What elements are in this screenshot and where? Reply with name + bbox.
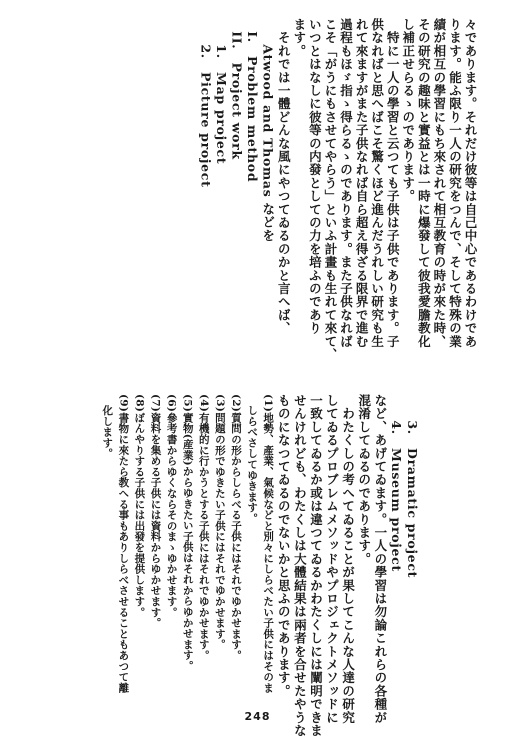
- lower-text-column: 4. Museum project: [388, 394, 404, 572]
- lower-text-column: 一致してゐるか或は違つてゐるかわたくしには闡明できま: [308, 394, 324, 738]
- lower-list-column: (4)有機的に行かうとする子供にはそれでゆかせます。: [197, 394, 210, 661]
- lower-list-column: (6)參考書からゆくならそのまゝゆかせます。: [165, 394, 178, 618]
- lower-text-column: してゐるプロブレムメソッドやプロジェクトメソッドに: [324, 394, 340, 724]
- lower-text-column: ものになつてゐるのでないかと思ふのであります。: [276, 394, 292, 698]
- upper-text-column: ます。: [291, 18, 307, 58]
- upper-text-column: II. Project work: [229, 18, 245, 160]
- lower-list-column: (5)實物(産業)からゆきたい子供はそれからゆかせます。: [181, 394, 194, 672]
- lower-list-column: (9)書物に來たら教へる事もありしらべさせることもあつて離: [117, 394, 130, 693]
- lower-text-column: せんけれども、わたくしは大體結果は兩者を合せたやうな: [292, 394, 308, 738]
- lower-list-column: (8)ぼんやりする子供には出發を提供します。: [133, 394, 146, 618]
- lower-text-column: など、あげてゐます。一人の學習は勿論これらの各種が: [372, 394, 388, 724]
- upper-text-column: 供なればと思へばこそ驚くほど進んだうれしい研究も生: [369, 18, 385, 348]
- upper-text-column: それでは一體どんな風にやつてゐるのかと言へば、: [276, 18, 292, 335]
- upper-text-column: 2. Picture project: [198, 18, 214, 188]
- upper-text-column: I. Problem method: [245, 18, 261, 183]
- upper-text-column: いつとはなしに彼等の内發としての力を培ふのであり: [307, 18, 323, 335]
- upper-text-column: その研究の趣味と實益とは一時に爆發して彼我愛膽教化: [416, 18, 432, 348]
- lower-list-column: (3)問題の形でゆきたい子供にはそれでゆかせます。: [213, 394, 226, 650]
- upper-text-column: こそ「がうにもさせてやらう」といふ計畫も生れて來て、: [322, 18, 338, 362]
- upper-text-column: し補正せらるゝのであります。: [400, 18, 416, 203]
- lower-list-column: (2)質問の形からしらべる子供にはそれでゆかせます。: [229, 394, 242, 661]
- upper-text-column: 績が相互の學習にもち來されて相互教育の時が來た時、: [431, 18, 447, 348]
- upper-text-column: 特に一人の學習と云つても子供は子供であります。子: [385, 18, 401, 348]
- upper-text-column: 過程もほゞ指ゝ得らるゝのであります。また子供なれば: [338, 18, 354, 348]
- page-number: 248: [244, 710, 271, 723]
- upper-text-column: れて來ますがまた子供なれば自ら超え得ざる限界で進む: [354, 18, 370, 348]
- upper-text-column: ります。能ふ限り一人の研究をつんで、そして特殊の業: [447, 18, 463, 348]
- lower-text-column: わたくしの考へてゐることが果してこんな人達の研究: [340, 394, 356, 724]
- upper-text-column: Atwood and Thomas などを: [260, 18, 276, 243]
- upper-text-column: 々であります。それだけ彼等は自己中心であるわけであ: [463, 18, 478, 348]
- lower-text-column: 混淆してゐるのであります。: [356, 394, 372, 566]
- lower-text-column: 3. Dramatic project: [405, 394, 420, 579]
- lower-list-column: (7)資料を集める子供には資料からゆかせます。: [149, 394, 162, 629]
- upper-text-column: 1. Map project: [214, 18, 229, 165]
- lower-list-column: しらべさしてゆきます。: [246, 394, 259, 524]
- upper-text-block: [196, 18, 478, 362]
- lower-list-column: 化します。: [101, 394, 114, 459]
- lower-list-column: (1)地勢、產業、氣候などと別々にしらべたい子供にはそのま: [262, 394, 275, 693]
